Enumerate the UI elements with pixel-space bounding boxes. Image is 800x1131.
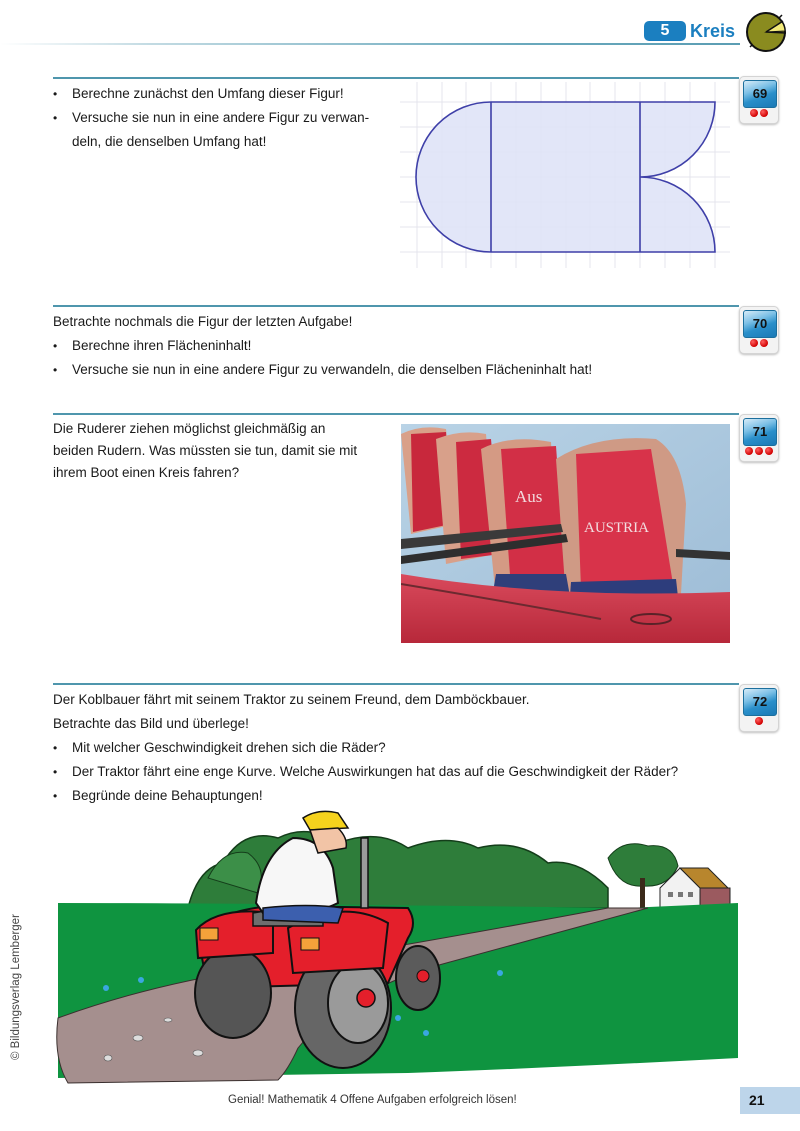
task-number-badge-70 bbox=[739, 306, 779, 354]
task-number: 70 bbox=[743, 310, 777, 338]
task-71-rule bbox=[53, 413, 739, 415]
task-69-text bbox=[53, 82, 393, 154]
task-number: 72 bbox=[743, 688, 777, 716]
task-71-text bbox=[53, 418, 393, 484]
footer-book-title: Genial! Mathematik 4 Offene Aufgaben erfolgreich lösen! bbox=[228, 1094, 517, 1106]
task-number-badge-69 bbox=[739, 76, 779, 124]
task-70-text bbox=[53, 310, 733, 382]
task-72-rule bbox=[53, 683, 739, 685]
task-72-intro-1: Der Koblbauer fährt mit seinem Traktor zu seinem Freund, dem Damböckbauer. bbox=[53, 692, 530, 707]
difficulty-dots bbox=[740, 447, 778, 457]
task-number-badge-71 bbox=[739, 414, 779, 462]
bullet-text: Begründe deine Behauptungen! bbox=[72, 788, 263, 803]
bullet-text: Der Traktor fährt eine enge Kurve. Welche Auswirkungen hat das auf die Geschwindigkeit der Räder? bbox=[72, 764, 679, 779]
difficulty-dot-icon bbox=[755, 717, 763, 725]
composite-figure-diagram bbox=[400, 82, 730, 268]
task-70-bullet-2 bbox=[53, 358, 733, 382]
task-72-bullet-2 bbox=[53, 760, 743, 784]
task-69-rule bbox=[53, 77, 739, 79]
difficulty-dot-icon bbox=[755, 447, 763, 455]
bullet-text: Berechne ihren Flächeninhalt! bbox=[72, 338, 252, 353]
pie-clock-icon bbox=[742, 9, 790, 53]
svg-text:AUSTRIA: AUSTRIA bbox=[584, 520, 650, 536]
task-number-badge-72 bbox=[739, 684, 779, 732]
task-70-bullet-1 bbox=[53, 334, 733, 358]
svg-text:Aus: Aus bbox=[515, 487, 543, 506]
chapter-title: Kreis bbox=[690, 21, 736, 41]
bullet-text: Versuche sie nun in eine andere Figur zu verwandeln, die denselben Flächeninhalt hat! bbox=[72, 362, 593, 377]
copyright-notice: © Bildungsverlag Lemberger bbox=[10, 914, 22, 1060]
bullet-text-line-1: Versuche sie nun in eine andere Figur zu verwan- bbox=[72, 110, 370, 125]
task-72-bullet-3 bbox=[53, 784, 743, 808]
difficulty-dot-icon bbox=[760, 339, 768, 347]
task-number: 71 bbox=[743, 418, 777, 446]
difficulty-dot-icon bbox=[750, 109, 758, 117]
difficulty-dot-icon bbox=[765, 447, 773, 455]
difficulty-dots bbox=[740, 339, 778, 349]
chapter-number-badge: 5 bbox=[644, 21, 686, 41]
header-rule bbox=[0, 43, 740, 45]
task-70-rule bbox=[53, 305, 739, 307]
task-72-text bbox=[53, 688, 743, 808]
task-71-line-1: Die Ruderer ziehen möglichst gleichmäßig an bbox=[53, 421, 326, 436]
task-69-bullet-1 bbox=[53, 82, 393, 106]
task-71-line-2: beiden Rudern. Was müssten sie tun, damit sie mit bbox=[53, 443, 358, 458]
bullet-text: Berechne zunächst den Umfang dieser Figur! bbox=[72, 86, 344, 101]
difficulty-dots bbox=[740, 717, 778, 727]
task-69-bullet-2 bbox=[53, 106, 393, 154]
task-70-intro: Betrachte nochmals die Figur der letzten Aufgabe! bbox=[53, 314, 353, 329]
difficulty-dot-icon bbox=[750, 339, 758, 347]
task-72-intro-2: Betrachte das Bild und überlege! bbox=[53, 716, 249, 731]
bullet-text: Mit welcher Geschwindigkeit drehen sich die Räder? bbox=[72, 740, 386, 755]
bullet-text-line-2: deln, die denselben Umfang hat! bbox=[72, 134, 267, 149]
page-number: 21 bbox=[740, 1087, 800, 1114]
task-number: 69 bbox=[743, 80, 777, 108]
difficulty-dot-icon bbox=[745, 447, 753, 455]
task-71-line-3: ihrem Boot einen Kreis fahren? bbox=[53, 465, 240, 480]
difficulty-dots bbox=[740, 109, 778, 119]
rowing-team-photo bbox=[401, 424, 730, 643]
difficulty-dot-icon bbox=[760, 109, 768, 117]
tractor-farm-illustration bbox=[48, 808, 743, 1086]
task-72-bullet-1 bbox=[53, 736, 743, 760]
